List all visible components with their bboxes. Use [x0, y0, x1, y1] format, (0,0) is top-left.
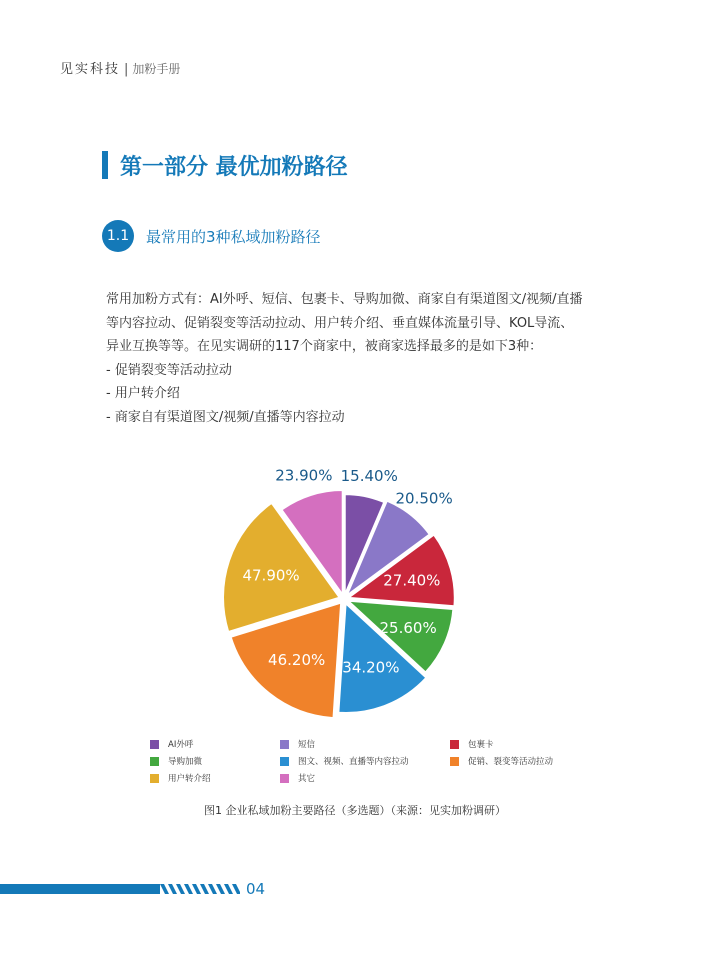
footer-bar [0, 884, 160, 894]
brand-header [60, 58, 180, 77]
legend-item [450, 755, 553, 767]
pie-chart [0, 455, 710, 725]
legend-swatch [150, 740, 159, 749]
legend-label: 促销、裂变等活动拉动 [468, 757, 554, 767]
pie-data-label: 34.20% [342, 658, 400, 677]
legend-item [450, 738, 494, 750]
legend-swatch [150, 757, 159, 766]
pie-data-label: 46.20% [268, 650, 326, 669]
brand-name: 见实科技 [60, 62, 121, 77]
legend-label: 包裹卡 [468, 740, 494, 750]
figure-caption: 图1 企业私域加粉主要路径（多选题）（来源：见实加粉调研） [204, 804, 506, 817]
legend-label: 图文、视频、直播等内容拉动 [298, 757, 409, 767]
pie-data-label: 27.40% [383, 571, 441, 590]
section-title [102, 150, 348, 180]
body-line: 常用加粉方式有：AI外呼、短信、包裹卡、导购加微、商家自有渠道图文/视频/直播 [106, 292, 583, 307]
pie-data-label: 47.90% [242, 566, 300, 585]
page-number: 04 [246, 880, 266, 898]
subsection-title [102, 220, 321, 252]
body-line: 异业互换等等。在见实调研的117个商家中，被商家选择最多的是如下3种： [106, 339, 543, 354]
legend-item [150, 755, 202, 767]
legend-swatch [280, 757, 289, 766]
legend-swatch [150, 774, 159, 783]
brand-subtitle: 加粉手册 [132, 62, 181, 76]
body-line: - 促销裂变等活动拉动 [106, 362, 232, 378]
legend-item [280, 755, 409, 767]
pie-data-label: 25.60% [379, 619, 437, 638]
legend-item [150, 738, 193, 750]
pie-data-label: 23.90% [275, 466, 333, 485]
legend-label: 导购加微 [168, 757, 203, 767]
body-line: - 商家自有渠道图文/视频/直播等内容拉动 [106, 409, 345, 425]
subsection-number-badge: 1.1 [102, 220, 134, 252]
body-line: 等内容拉动、促销裂变等活动拉动、用户转介绍、垂直媒体流量引导、KOL导流、 [106, 315, 574, 331]
section-title-text: 第一部分 最优加粉路径 [120, 154, 348, 180]
legend-label: AI外呼 [168, 740, 194, 750]
footer-stripes [160, 884, 240, 894]
legend-swatch [280, 774, 289, 783]
section-title-bar [102, 151, 108, 179]
legend-swatch [280, 740, 289, 749]
legend-item [280, 772, 315, 784]
legend-swatch [450, 740, 459, 749]
body-line: - 用户转介绍 [106, 386, 180, 401]
brand-separator: | [124, 62, 129, 77]
legend-item [280, 738, 315, 750]
legend-item [150, 772, 211, 784]
subsection-title-text: 最常用的3种私域加粉路径 [146, 227, 321, 246]
pie-data-label: 20.50% [395, 489, 453, 508]
legend-label: 用户转介绍 [168, 774, 211, 784]
body-paragraph [106, 288, 616, 429]
legend-label: 短信 [298, 740, 316, 750]
legend-swatch [450, 757, 459, 766]
pie-data-label: 15.40% [340, 466, 398, 485]
legend-label: 其它 [298, 774, 316, 784]
